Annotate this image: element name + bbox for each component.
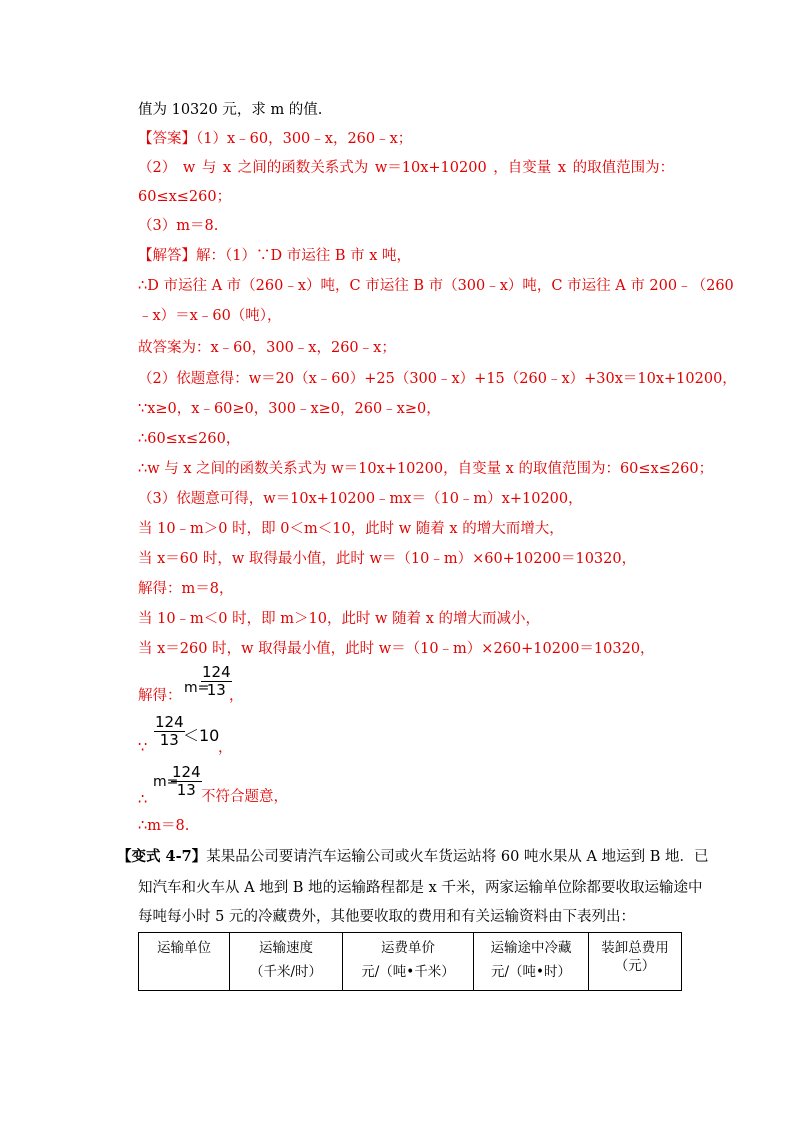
fraction-numerator: 124	[155, 713, 184, 731]
fraction-numerator: 124	[172, 763, 201, 781]
solution-line-16-prefix: ∵	[138, 740, 148, 756]
answer-line-2: （2） w 与 x 之间的函数关系式为 w＝10x+10200 ，自变量 x 的取值范围为：	[138, 160, 675, 176]
solution-line-15-var: m=	[184, 680, 210, 696]
variant-line-1	[117, 847, 708, 867]
solution-line-5: （2）依题意得：w＝20（x﹣60）+25（300﹣x）+15（260﹣x）+30x＝10x+10200，	[138, 371, 737, 387]
solution-line-10: 当 10﹣m＞0 时，即 0＜m＜10，此时 w 随着 x 的增大而增大，	[138, 521, 564, 537]
fraction-denominator: 13	[159, 731, 179, 749]
table-header-cell	[343, 933, 474, 991]
solution-line-9: （3）依题意可得，w＝10x+10200﹣mx＝（10﹣m）x+10200，	[138, 491, 583, 507]
answer-tag: 【答案】	[138, 131, 196, 147]
answer-text-1: （1）x﹣60，300﹣x，260﹣x；	[196, 131, 413, 147]
solution-tag: 【解答】	[138, 248, 196, 264]
header-refrigeration: 运输途中冷藏	[490, 940, 572, 956]
variant-line-2: 知汽车和火车从 A 地到 B 地的运输路程都是 x 千米，两家运输单位除都要收取运输途中	[138, 880, 703, 896]
fraction-124-13-c	[171, 764, 202, 799]
solution-line-3: ﹣x）＝x﹣60（吨），	[138, 308, 282, 324]
solution-line-17-var: m=	[153, 774, 179, 790]
variant-line-3: 每吨每小时 5 元的冷藏费外，其他要收取的费用和有关运输资料由下表列出：	[138, 909, 635, 925]
solution-line-4: 故答案为：x﹣60，300﹣x，260﹣x；	[138, 340, 396, 356]
table-header-cell	[139, 933, 230, 991]
answer-line-1	[138, 129, 412, 149]
fraction-124-13-a	[201, 664, 232, 699]
solution-line-8: ∴w 与 x 之间的函数关系式为 w＝10x+10200，自变量 x 的取值范围为：60≤x≤260；	[138, 461, 714, 477]
solution-text-1: 解：（1）∵D 市运往 B 市 x 吨，	[196, 248, 411, 264]
header-speed-unit: （千米/时）	[249, 964, 323, 980]
solution-line-6: ∵x≥0，x﹣60≥0，300﹣x≥0，260﹣x≥0，	[138, 401, 441, 417]
header-refrigeration-unit: 元/（吨•时）	[490, 964, 571, 980]
solution-line-17-prefix: ∴	[138, 792, 148, 808]
solution-line-15-prefix: 解得：	[138, 688, 182, 704]
transport-info-table	[138, 932, 682, 991]
header-loading-cost-unit: （元）	[614, 958, 656, 974]
solution-line-16-suffix: ，	[218, 740, 233, 756]
table-header-cell	[474, 933, 589, 991]
answer-line-4: （3）m＝8.	[138, 218, 219, 234]
header-loading-cost: 装卸总费用	[601, 940, 669, 956]
table-header-row	[139, 933, 682, 991]
fraction-numerator: 124	[202, 663, 231, 681]
solution-line-18: ∴m＝8.	[138, 818, 190, 834]
solution-line-17-suffix: 不符合题意，	[201, 789, 288, 805]
answer-line-3: 60≤x≤260；	[138, 189, 232, 205]
fraction-denominator: 13	[206, 681, 226, 699]
header-freight-price: 运费单价	[381, 940, 435, 956]
fraction-124-13-b	[154, 714, 185, 749]
table-header-cell	[589, 933, 682, 991]
solution-line-11: 当 x＝60 时，w 取得最小值，此时 w＝（10﹣m）×60+10200＝10320，	[138, 551, 637, 567]
solution-line-13: 当 10﹣m＜0 时，即 m＞10，此时 w 随着 x 的增大而减小，	[138, 611, 540, 627]
solution-line-7: ∴60≤x≤260，	[138, 431, 241, 447]
solution-line-2: ∴D 市运往 A 市（260﹣x）吨，C 市运往 B 市（300﹣x）吨，C 市运往 A 市 200﹣（260	[138, 278, 734, 294]
variant-tag: 【变式 4-7】	[117, 848, 207, 865]
fraction-denominator: 13	[176, 781, 196, 799]
solution-line-15-suffix: ，	[229, 688, 244, 704]
solution-line-14: 当 x＝260 时，w 取得最小值，此时 w＝（10﹣m）×260+10200＝10320，	[138, 641, 655, 657]
intro-line: 值为 10320 元，求 m 的值.	[138, 102, 323, 118]
header-unit: 运输单位	[157, 940, 211, 956]
solution-line-16-relation: ＜10	[183, 726, 220, 745]
header-speed: 运输速度	[259, 940, 313, 956]
table-header-cell	[230, 933, 343, 991]
variant-text-1: 某果品公司要请汽车运输公司或火车货运站将 60 吨水果从 A 地运到 B 地．已	[206, 849, 709, 865]
solution-line-1	[138, 246, 411, 266]
header-freight-price-unit: 元/（吨•千米）	[361, 964, 455, 980]
solution-line-12: 解得：m＝8，	[138, 581, 234, 597]
